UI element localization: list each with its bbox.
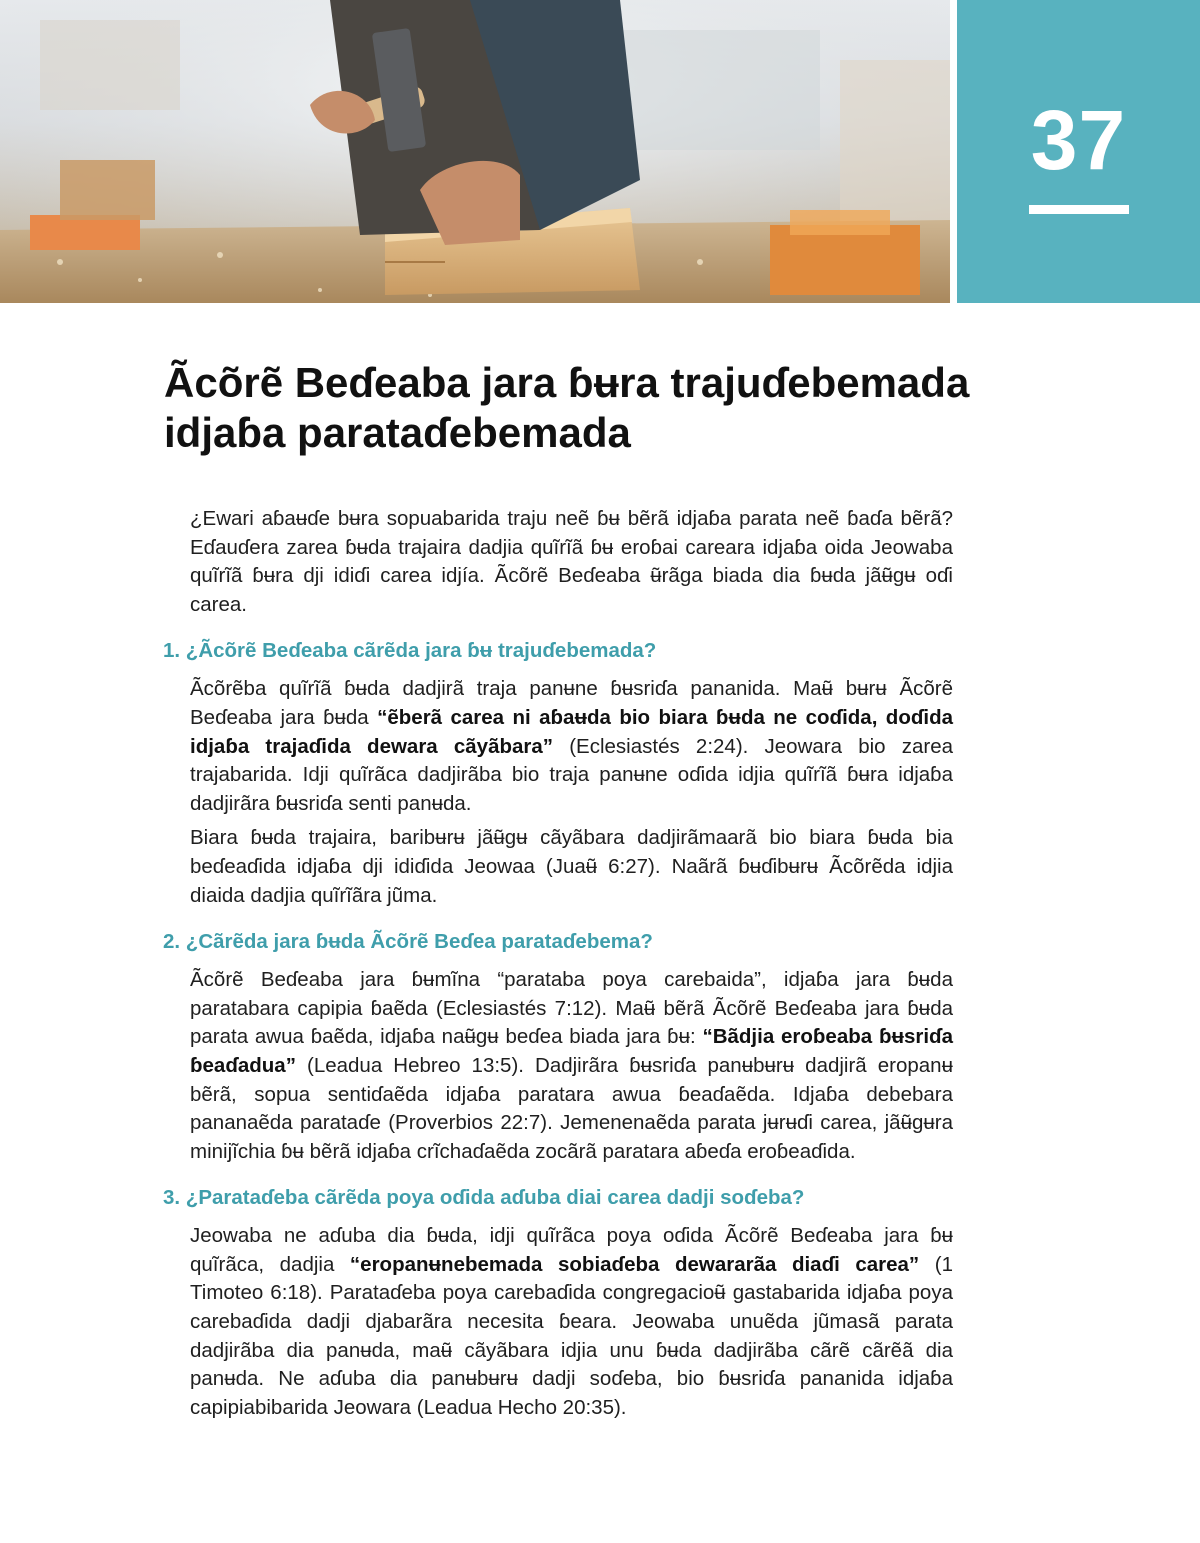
text-run: (Eclesiastés 2:24). Jeowara bio zarea trajabarida. Idji quĩrãca dadjirãba bio traja panʉne oɗida idjia quĩrĩã ɓʉra idjaɓa dadjirãra ɓʉsriɗa senti panʉda. xyxy=(190,734,954,815)
section-1-paragraph-2 xyxy=(190,824,953,910)
lesson-number: 37 xyxy=(1030,93,1127,187)
section-heading-2: 2. ¿Cãrẽda jara ɓʉda Ãcõrẽ Beɗea parataɗebema? xyxy=(163,930,653,954)
section-heading-1: 1. ¿Ãcõrẽ Beɗeaba cãrẽda jara ɓʉ trajuɗebemada? xyxy=(163,639,657,663)
lesson-number-box xyxy=(957,0,1200,303)
carpenter-hammering-wood-photo xyxy=(0,0,950,303)
lesson-content xyxy=(163,505,953,1422)
scripture-quote: “ẽberã carea ni aɓaʉda bio biara ɓʉda ne coɗida, doɗida idjaɓa trajaɗida dewara cãyãbara” xyxy=(190,705,953,758)
text-run: Biara ɓʉda trajaira, baribʉrʉ jãʉ̃gʉ cãyãbara dadjirãmaarã bio biara ɓʉda bia beɗeaɗida idjaɓa dji idiɗida Jeowaa (Juaʉ̃ 6:27). Naãrã ɓʉɗibʉrʉ Ãcõrẽda idjia diaida dadjia quĩrĩãra jũma. xyxy=(190,826,953,907)
hero-image xyxy=(0,0,950,303)
scripture-quote: “Bãdjia eroɓeaba ɓʉsriɗa ɓeaɗadua” xyxy=(190,1025,953,1077)
text-run: Jeowaba ne aɗuba dia ɓʉda, idji quĩrãca poya oɗida Ãcõrẽ Beɗeaba jara ɓʉ quĩrãca, dadjia xyxy=(190,1224,953,1276)
page-title: Ãcõrẽ Beɗeaba jara ɓʉra trajuɗebemada idjaɓa parataɗebemada xyxy=(164,359,970,456)
section-1-paragraph-1 xyxy=(190,675,953,818)
scripture-quote: “eropanʉnebemada sobiaɗeba dewararãa diaɗi carea” xyxy=(349,1252,920,1276)
text-run: (1 Timoteo 6:18). Parataɗeba poya carebaɗida congregacioʉ̃ gastabarida idjaɓa poya carebaɗida dadji djabarãra necesita ɓeara. Jeowaba unuẽda jũmasã parata dadjirãba dia panʉda, maʉ̃ cãyãbara idjia unu ɓʉda dadjirãba cãrẽ cãrẽã dia panʉda. Ne aɗuba dia panʉbʉrʉ dadji soɗeba, bio ɓʉsriɗa pananida idjaɓa capipiabibarida Jeowara (Leadua Hecho 20:35). xyxy=(190,1252,953,1419)
text-run: (Leadua Hebreo 13:5). Dadjirãra ɓʉsriɗa panʉbʉrʉ dadjirã eropanʉ bẽrã, sopua sentiɗaẽda idjaɓa paratara awua ɓeaɗaẽda. Idjaɓa debebara pananaẽda parataɗe (Proverbios 22:7). Jemenenaẽda parata jʉrʉɗi carea, jãʉ̃gʉra minijĩchia ɓʉ bẽrã idjaɓa crĩchaɗaẽda zocãrã paratara aɓeɗa eroɓeaɗida. xyxy=(190,1053,953,1163)
text-run: Ãcõrẽ Beɗeaba jara ɓʉmĩna “parataba poya carebaida”, idjaɓa jara ɓʉda paratabara capipia ɓaẽda (Eclesiastés 7:12). Maʉ̃ bẽrã Ãcõrẽ Beɗeaba jara ɓʉda parata awua ɓaẽda, idjaɓa naʉ̃gʉ beɗea biada jara ɓʉ: xyxy=(190,968,953,1049)
lesson-number-underline xyxy=(1029,205,1129,214)
text-run: Ãcõrẽba quĩrĩã ɓʉda dadjirã traja panʉne ɓʉsriɗa pananida. Maʉ̃ bʉrʉ Ãcõrẽ Beɗeaba jara ɓʉda xyxy=(190,677,953,729)
section-2-paragraph-1 xyxy=(190,966,953,1166)
section-heading-3: 3. ¿Parataɗeba cãrẽda poya oɗida aɗuba diai carea dadji soɗeba? xyxy=(163,1186,805,1210)
section-3-paragraph-1 xyxy=(190,1222,953,1422)
intro-paragraph: ¿Ewari aɓaʉɗe bʉra sopuabarida traju neẽ ɓʉ bẽrã idjaɓa parata neẽ ɓaɗa bẽrã? Eɗauɗera zarea ɓʉda trajaira dadjia quĩrĩã ɓʉ eroɓai careara idjaɓa oida Jeowaba quĩrĩã ɓʉra dji idiɗi carea idjía. Ãcõrẽ Beɗeaba ʉ̃rãga biada dia ɓʉda jãʉ̃gʉ oɗi carea. xyxy=(190,507,953,616)
